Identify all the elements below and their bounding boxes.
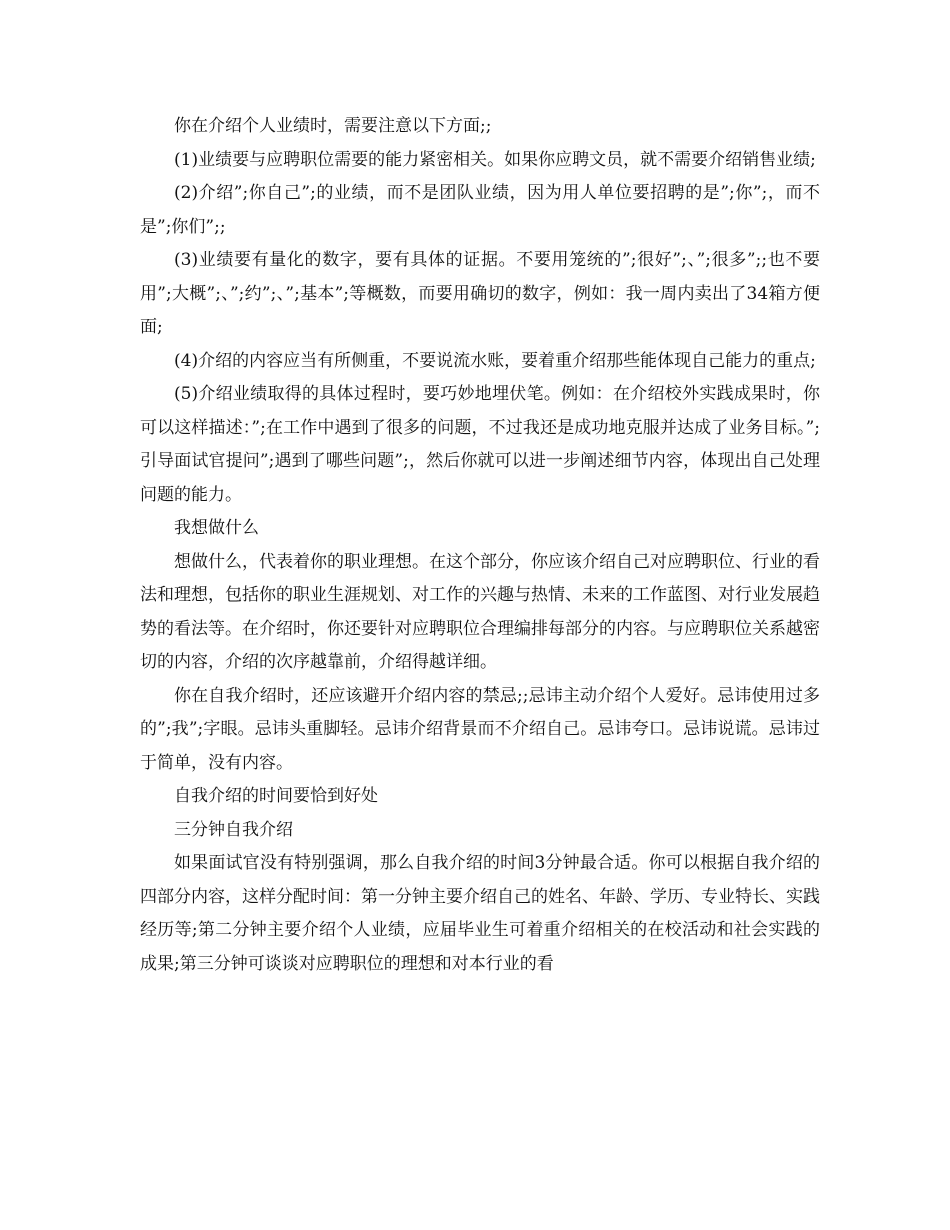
paragraph-point-3: (3)业绩要有量化的数字，要有具体的证据。不要用笼统的”;很好”;、”;很多”;;也不要用”;大概”;、”;约”;、”;基本”;等概数，而要用确切的数字，例如：我一周内卖出了34箱方便面; bbox=[140, 250, 820, 337]
paragraph-point-2: (2)介绍”;你自己”;的业绩，而不是团队业绩，因为用人单位要招聘的是”;你”;，而不是”;你们”;; bbox=[140, 183, 820, 237]
paragraph-career-ideal: 想做什么，代表着你的职业理想。在这个部分，你应该介绍自己对应聘职位、行业的看法和理想，包括你的职业生涯规划、对工作的兴趣与热情、未来的工作蓝图、对行业发展趋势的看法等。在介绍时，你还要针对应聘职位合理编排每部分的内容。与应聘职位关系越密切的内容，介绍的次序越靠前，介绍得越详细。 bbox=[140, 551, 820, 672]
paragraph-point-1: (1)业绩要与应聘职位需要的能力紧密相关。如果你应聘文员，就不需要介绍销售业绩; bbox=[174, 149, 816, 170]
paragraph-taboos: 你在自我介绍时，还应该避开介绍内容的禁忌;;忌讳主动介绍个人爱好。忌讳使用过多的”;我”;字眼。忌讳头重脚轻。忌讳介绍背景而不介绍自己。忌讳夸口。忌讳说谎。忌讳过于简单，没有内容。 bbox=[140, 685, 820, 773]
section-heading-three-minutes: 三分钟自我介绍 bbox=[174, 819, 293, 840]
section-heading-what-i-want: 我想做什么 bbox=[174, 518, 259, 538]
paragraph-point-4: (4)介绍的内容应当有所侧重，不要说流水账，要着重介绍那些能体现自己能力的重点; bbox=[174, 350, 816, 371]
paragraph-time-allocation: 如果面试官没有特别强调，那么自我介绍的时间3分钟最合适。你可以根据自我介绍的四部分内容，这样分配时间：第一分钟主要介绍自己的姓名、年龄、学历、专业特长、实践经历等;第二分钟主要介绍个人业绩，应届毕业生可着重介绍相关的在校活动和社会实践的成果;第三分钟可谈谈对应聘职位的理想和对本行业的看 bbox=[140, 853, 820, 974]
paragraph-point-5: (5)介绍业绩取得的具体过程时，要巧妙地埋伏笔。例如：在介绍校外实践成果时，你可以这样描述：”;在工作中遇到了很多的问题，不过我还是成功地克服并达成了业务目标。”;引导面试官提问”;遇到了哪些问题”;，然后你就可以进一步阐述细节内容，体现出自己处理问题的能力。 bbox=[140, 384, 820, 505]
paragraph-achievements-intro: 你在介绍个人业绩时，需要注意以下方面;; bbox=[174, 116, 492, 136]
section-heading-timing: 自我介绍的时间要恰到好处 bbox=[174, 786, 378, 806]
